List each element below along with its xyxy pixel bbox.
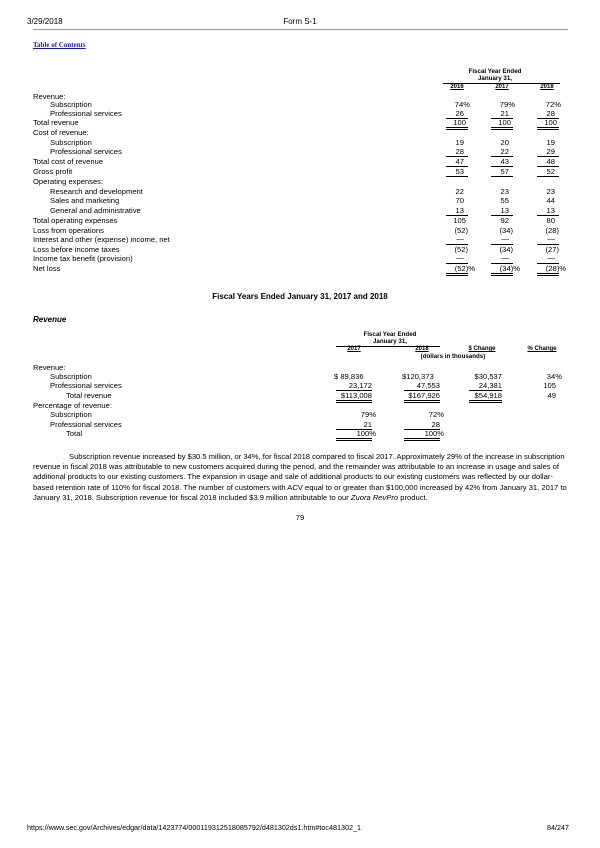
cell: — [547,253,555,262]
row-label: Professional services [50,381,122,390]
paragraph-text-end: product. [398,492,428,502]
row-label: Subscription [50,410,92,419]
row-label: Loss from operations [33,226,104,235]
cell: (52) [454,245,468,254]
row-label: Total revenue [33,118,79,127]
table2-group-header: Fiscal Year Ended [363,331,417,338]
cell: 53 [455,167,464,176]
cell: 57 [500,167,509,176]
cell: 47 [455,157,464,166]
subsection-title: Revenue [33,315,67,324]
cell: $120,373 [402,372,434,381]
cell: $30,537 [474,372,502,381]
total-rule [446,273,468,276]
cell: 22 [455,187,464,196]
total-rule [469,400,502,403]
table2-col-dollar-change: $ Change [468,346,496,352]
row-label: Total [66,429,83,438]
cell: 49 [547,391,556,400]
product-name: Zuora RevPro [350,492,399,502]
cell: 79% [499,100,515,109]
cell: 47,553 [416,381,440,390]
cell: 80 [546,216,555,225]
table-of-contents-link[interactable]: Table of Contents [33,41,86,49]
row-label: Revenue: [33,92,66,101]
cell: 20 [500,138,509,147]
cell: 105 [543,381,556,390]
cell: 105 [453,216,466,225]
row-label: Cost of revenue: [33,128,89,137]
cell: 28 [431,420,440,429]
cell: — [456,234,464,243]
sum-rule [446,176,468,177]
cell: $54,918 [474,391,502,400]
cell: 13 [455,206,464,215]
cell: 19 [546,138,555,147]
header-divider [33,29,568,30]
table1-group-header: Fiscal Year Ended [468,68,522,75]
cell: 79% [360,410,376,419]
cell: 13 [546,206,555,215]
cell: 74% [454,100,470,109]
row-label: Research and development [50,187,143,196]
cell: 24,381 [478,381,502,390]
revenue-discussion-paragraph [33,452,568,503]
cell: (34) [499,245,513,254]
cell: 44 [546,196,555,205]
total-rule [336,400,372,403]
cell: 100% [424,429,444,438]
table1-group-header-2: January 31, [477,75,513,82]
header-title: Form S-1 [283,17,317,26]
cell: (34)% [499,264,520,273]
cell: (28) [545,226,559,235]
total-rule [537,127,559,130]
cell: 29 [546,147,555,156]
row-label: Net loss [33,264,61,273]
total-rule [336,438,372,441]
cell: 72% [545,100,561,109]
cell: 72% [428,410,444,419]
cell: 21 [500,109,509,118]
cell: 100 [544,118,557,127]
cell: 28 [455,147,464,156]
cell: 13 [500,206,509,215]
row-label: Professional services [50,147,122,156]
row-label: Income tax benefit (provision) [33,254,133,263]
row-label: Total revenue [66,391,112,400]
cell: (34) [499,226,513,235]
cell: 23 [500,187,509,196]
cell: — [501,234,509,243]
cell: 21 [363,420,372,429]
row-label: Sales and marketing [50,196,120,205]
cell: 100 [453,118,466,127]
cell: 26 [455,109,464,118]
footer-page-count: 84/247 [547,823,569,832]
cell: 55 [500,196,509,205]
row-label: Total operating expenses [33,216,118,225]
cell: — [456,253,464,262]
units-note: (dollars in thousands) [420,353,486,360]
row-label: Interest and other (expense) income, net [33,235,170,244]
cell: (27) [545,245,559,254]
cell: 43 [500,157,509,166]
cell: 70 [455,196,464,205]
sum-rule [537,176,559,177]
cell: 28 [546,109,555,118]
cell: $ 89,836 [334,372,364,381]
table2-group-header-2: January 31, [372,338,408,345]
row-label: Revenue: [33,363,66,372]
cell: 48 [546,157,555,166]
header-date: 3/29/2018 [27,17,63,26]
row-label: Gross profit [33,167,73,176]
cell: 92 [500,216,509,225]
total-rule [491,127,513,130]
table1-col-2017: 2017 [495,84,509,90]
cell: (28)% [545,264,566,273]
cell: — [501,253,509,262]
cell: (52) [454,226,468,235]
cell: $113,008 [340,391,372,400]
row-label: Total cost of revenue [33,157,104,166]
sum-rule [491,176,513,177]
table2-col-percent-change: % Change [527,346,557,352]
row-label: Professional services [50,420,122,429]
page-number: 79 [295,513,305,522]
row-label: Professional services [50,109,122,118]
row-label: Subscription [50,372,92,381]
total-rule [404,400,440,403]
cell: (52)% [454,264,475,273]
total-rule [404,438,440,441]
total-rule [491,273,513,276]
paragraph-text: Subscription revenue increased by $30.5 million, or 34%, for fiscal 2018 compared to fiscal 2017. Approximately 29% of the increase in subscription revenue in fiscal 2018 was attributable to new customers acquired during the period, and the remainder was attributable to an increase in usage and sales of additional products to our existing customers. The expansion in usage and sale of additional products to our existing customers was reflected by our dollar-based retention rate of 110% for fiscal 2018. The number of customers with ACV equal to or greater than $100,000 increased by 42% from January 31, 2017 to January 31, 2018. Subscription revenue for fiscal 2018 included $3.9 million attributable to our [33,452,567,502]
cell: 19 [455,138,464,147]
cell: 23 [546,187,555,196]
total-rule [537,273,559,276]
cell: 52 [546,167,555,176]
row-label: Percentage of revenue: [33,401,112,410]
row-label: Subscription [50,100,92,109]
table2-col-2017: 2017 [347,346,361,352]
cell: 22 [500,147,509,156]
cell: $167,926 [408,391,440,400]
cell: 100 [498,118,511,127]
footer-url[interactable]: https://www.sec.gov/Archives/edgar/data/1423774/000119312518085792/d481302ds1.htm#toc481302_1 [27,823,361,832]
table1-col-2016: 2016 [450,84,464,90]
row-label: Operating expenses: [33,177,104,186]
table2-col-2018: 2018 [415,346,429,352]
cell: — [547,234,555,243]
row-label: Subscription [50,138,92,147]
cell: 100% [356,429,376,438]
cell: 23,172 [348,381,372,390]
section-title: Fiscal Years Ended January 31, 2017 and 2018 [212,292,388,301]
cell: 34% [546,372,562,381]
total-rule [446,127,468,130]
row-label: Loss before income taxes [33,245,120,254]
table1-col-2018: 2018 [540,84,554,90]
row-label: General and administrative [50,206,141,215]
